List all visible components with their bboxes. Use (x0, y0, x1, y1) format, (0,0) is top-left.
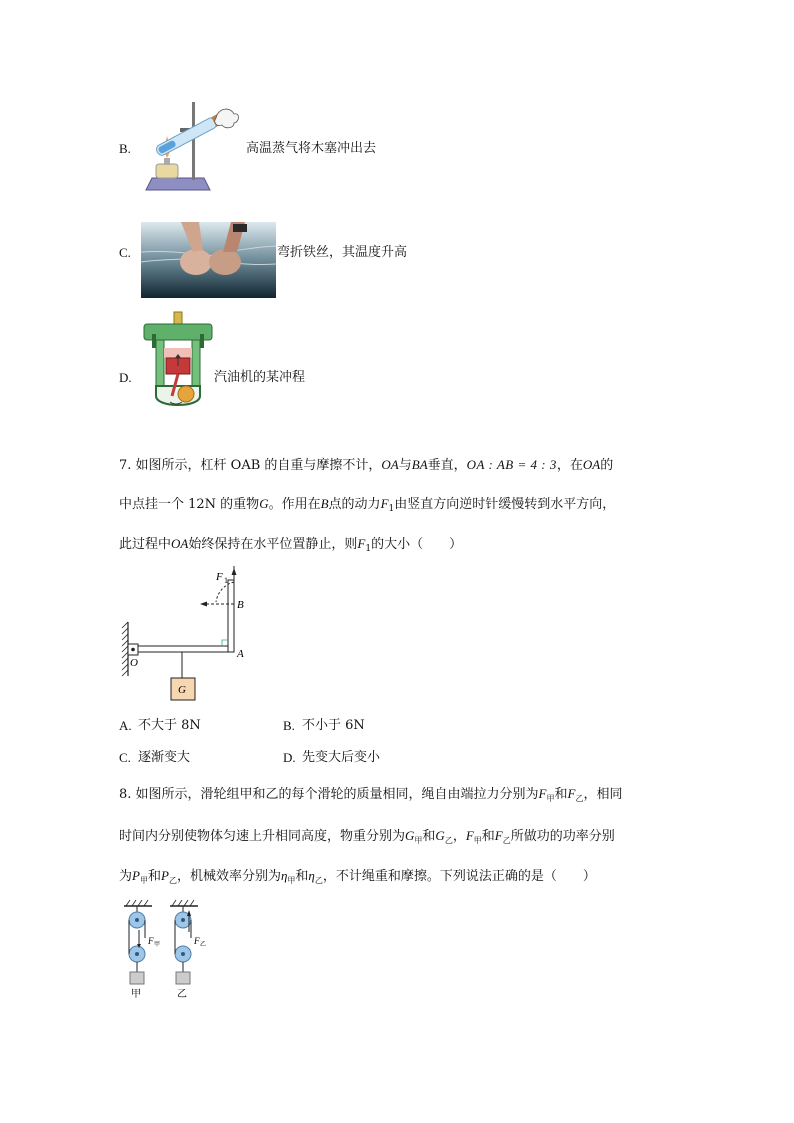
q7-text: 7. 如图所示，杠杆 OAB 的自重与摩擦不计， (119, 458, 382, 473)
hands-bending-wire-image (141, 222, 276, 298)
option-d-text: 汽油机的某冲程 (214, 370, 306, 385)
q7-label-a: A (237, 648, 244, 660)
q8-text: 和 (554, 787, 568, 802)
q8-math-f: F (567, 786, 576, 801)
q8-math-g: G (405, 828, 415, 843)
q8-math-sub: 甲 (546, 794, 555, 803)
q7-math-oa: OA (171, 536, 189, 551)
q7-math-f: F (380, 496, 389, 511)
q7-math-oa: OA (582, 457, 601, 472)
q7-text: 此过程中 (119, 537, 172, 552)
q7-option-c-letter: C. (119, 750, 131, 765)
q8-text: 和 (295, 869, 309, 884)
q7-math-b: B (320, 496, 329, 511)
q8-math-f: F (538, 786, 547, 801)
q8-text: ，机械效率分别为 (176, 869, 281, 884)
q7-ratio: OA : AB = 4 : 3 (466, 457, 557, 472)
q8-math-sub: 乙 (502, 836, 511, 845)
q7-text: 的大小（ ） (371, 537, 463, 552)
q8-line-2 (119, 828, 615, 849)
q8-text: 和 (147, 869, 161, 884)
q7-option-b-text: 不小于 6N (302, 718, 365, 733)
q7-lever-figure (118, 566, 258, 706)
q8-text: 和 (422, 829, 436, 844)
q8-math-sub: 甲 (139, 876, 148, 885)
test-tube-steam-image (140, 98, 240, 194)
q8-label-yi: 乙 (177, 989, 187, 1000)
q8-line-1 (119, 786, 622, 807)
q7-label-b: B (237, 599, 244, 611)
q7-label-f1: F (216, 571, 223, 583)
option-c-text: 弯折铁丝，其温度升高 (277, 245, 408, 260)
q7-line-1 (119, 457, 613, 474)
q8-text: 为 (119, 869, 133, 884)
q7-text: 始终保持在水平位置静止，则 (188, 537, 358, 552)
q8-text: ， (452, 829, 466, 844)
q7-text: 。作用在 (268, 497, 321, 512)
q7-label-f1-sub: 1 (224, 576, 228, 585)
q7-line-2 (119, 496, 615, 517)
q8-text: ，相同 (583, 787, 623, 802)
q8-math-sub: 甲 (414, 836, 423, 845)
q8-text: ，不计绳重和摩擦。下列说法正确的是（ ） (322, 869, 596, 884)
q7-math-g: G (259, 496, 269, 511)
q8-math-sub: 甲 (473, 836, 482, 845)
q7-label-g: G (178, 684, 186, 696)
q7-math-ba: BA (411, 457, 428, 472)
q7-text: 中点挂一个 12N 的重物 (119, 497, 260, 512)
q7-option-a-letter: A. (119, 718, 132, 733)
q7-line-3 (119, 536, 462, 557)
q7-option-d-letter: D. (283, 750, 296, 765)
option-b-text: 高温蒸气将木塞冲出去 (246, 141, 377, 156)
q7-text: 与 (398, 458, 412, 473)
q8-label-f-jia: F (148, 936, 154, 946)
q8-label-f-yi: F (194, 936, 200, 946)
q7-label-o: O (130, 657, 138, 669)
q8-math-g: G (435, 828, 445, 843)
q7-text: 的 (600, 458, 614, 473)
q7-math-f: F (357, 536, 366, 551)
q8-math-sub: 甲 (287, 876, 296, 885)
q8-label-f-yi-sub: 乙 (200, 942, 207, 948)
q8-pulley-figure (118, 896, 218, 1002)
option-b-letter: B. (119, 141, 131, 156)
q8-math-p: P (132, 868, 140, 883)
q8-math-f: F (465, 828, 474, 843)
q7-math-sub: 1 (388, 504, 395, 514)
q7-text: 垂直， (427, 458, 467, 473)
q7-option-a-text: 不大于 8N (138, 718, 201, 733)
q8-label-jia: 甲 (131, 989, 141, 1000)
q8-text: 时间内分别使物体匀速上升相同高度，物重分别为 (119, 829, 406, 844)
q8-text: 和 (481, 829, 495, 844)
q8-line-3 (119, 868, 596, 889)
q7-text: 由竖直方向逆时针缓慢转到水平方向， (394, 497, 616, 512)
q8-math-sub: 乙 (444, 836, 453, 845)
q8-math-sub: 乙 (168, 876, 177, 885)
q8-label-f-jia-sub: 甲 (154, 942, 161, 948)
q7-option-c-text: 逐渐变大 (138, 750, 191, 765)
option-d-letter: D. (119, 370, 132, 385)
q7-math-sub: 1 (365, 544, 372, 554)
gasoline-engine-image (142, 310, 214, 412)
q8-math-f: F (494, 828, 503, 843)
q7-text: 点的动力 (328, 497, 381, 512)
q7-option-d-text: 先变大后变小 (302, 750, 381, 765)
q8-math-sub: 乙 (575, 794, 584, 803)
q7-option-b-letter: B. (283, 718, 295, 733)
q8-text: 所做功的功率分别 (510, 829, 615, 844)
q8-math-eta: η (280, 868, 288, 883)
q7-math-oa: OA (381, 457, 399, 472)
q7-text: ，在 (556, 458, 583, 473)
q8-math-p: P (160, 868, 169, 883)
option-c-letter: C. (119, 245, 131, 260)
q8-math-sub: 乙 (314, 876, 323, 885)
q8-text: 8. 如图所示，滑轮组甲和乙的每个滑轮的质量相同，绳自由端拉力分别为 (119, 787, 539, 802)
q8-math-eta: η (308, 868, 315, 883)
